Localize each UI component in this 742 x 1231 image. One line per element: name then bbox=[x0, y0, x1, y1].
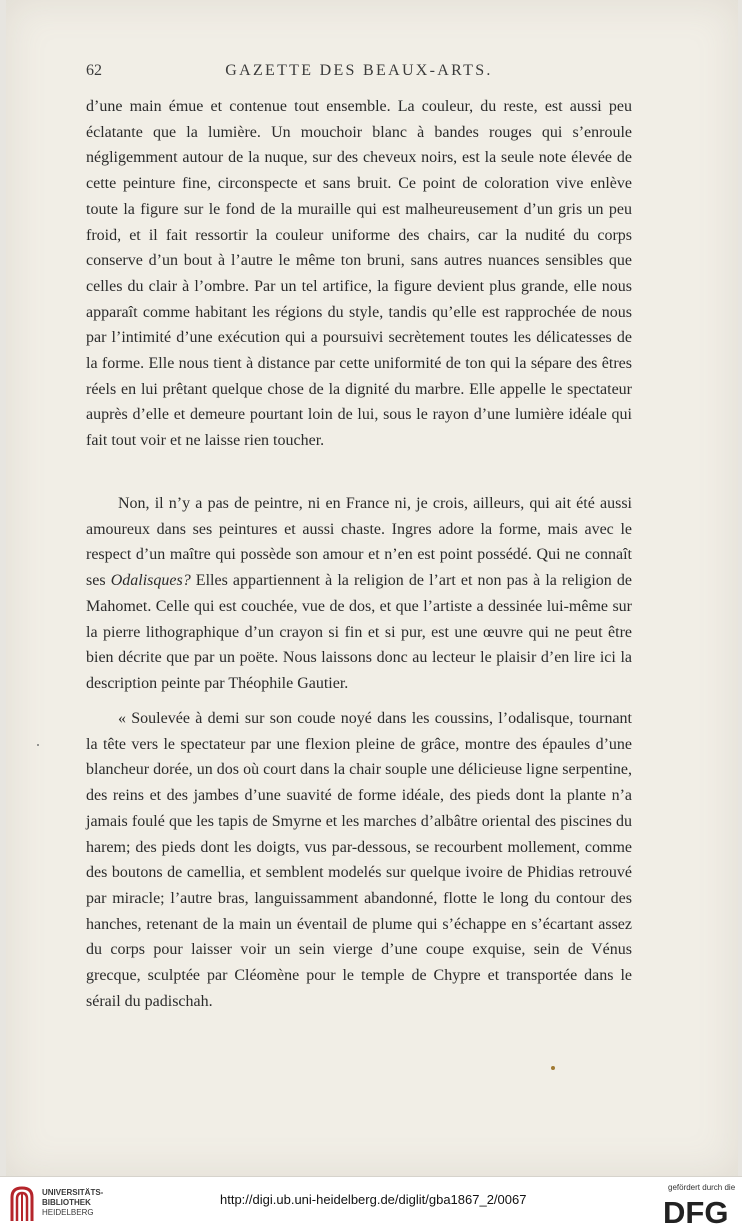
journal-title: GAZETTE DES BEAUX-ARTS. bbox=[225, 62, 493, 79]
library-name bbox=[42, 1188, 103, 1218]
heidelberg-library-logo-icon bbox=[8, 1185, 36, 1223]
dfg-logo-icon bbox=[663, 1196, 735, 1226]
dfg-logo-text: DFG bbox=[663, 1196, 729, 1226]
digitization-footer bbox=[0, 1176, 742, 1231]
library-name-line-3: HEIDELBERG bbox=[42, 1208, 94, 1217]
library-name-line-1: UNIVERSITÄTS- bbox=[42, 1188, 104, 1197]
page-number: 62 bbox=[86, 62, 102, 79]
source-url-link[interactable]: http://digi.ub.uni-heidelberg.de/diglit/gba1867_2/0067 bbox=[220, 1192, 527, 1207]
ink-speck bbox=[37, 744, 39, 746]
sponsor-note: gefördert durch die bbox=[668, 1183, 736, 1192]
paragraph-2-text-a: Non, il n’y a pas de peintre, ni en France ni, je crois, ailleurs, qui ait été aussi amoureux dans ses peintures et aussi chaste. Ingres adore la forme, mais avec le respect d’un maître qui possède son amour et n’en est point possédé. Qui ne connaît ses bbox=[86, 495, 632, 590]
running-head bbox=[86, 62, 632, 88]
library-name-line-2: BIBLIOTHEK bbox=[42, 1198, 91, 1207]
ink-speck bbox=[551, 1066, 555, 1070]
paragraph-1: d’une main émue et contenue tout ensemble. La couleur, du reste, est aussi peu éclatante que la lumière. Un mouchoir blanc à bandes rouges qui s’enroule négligemment autour de la nuque, sur des cheveux noirs, est la seule note élevée de cette peinture fine, circonspecte et sans bruit. Ce point de coloration vive enlève toute la figure sur le fond de la muraille qui est malheureusement d’un gris un peu froid, et il fait ressortir la couleur uniforme des chairs, car la nudité du corps conserve d’un bout à l’autre le même ton bruni, sans autres nuances sensibles que celles du clair à l’ombre. Par un tel artifice, la figure devient plus grande, elle nous apparaît comme habitant les régions du style, tandis qu’elle est rapprochée de nous par l’intimité d’une exécution qui a poursuivi secrètement toutes les délicatesses de la forme. Elle nous tient à distance par cette uniformité de ton qui la sépare des êtres réels en lui prêtant quelque chose de la dignité du marbre. Elle appelle le spectateur auprès d’elle et demeure pourtant loin de lui, sous le rayon d’une lumière idéale qui fait tout voir et ne laisse rien toucher. bbox=[86, 98, 632, 450]
scanned-page bbox=[6, 0, 738, 1176]
paragraph-3-quotation: « Soulevée à demi sur son coude noyé dans les coussins, l’odalisque, tournant la tête vers le spectateur par une flexion pleine de grâce, montre des épaules d’une blancheur dorée, un dos où court dans la chair souple une délicieuse ligne serpentine, des reins et des jambes d’une suavité de forme idéale, des pieds dont la plante n’a jamais foulé que les tapis de Smyrne et les marches d’albâtre oriental des piscines du harem; des pieds dont les doigts, vus par-dessous, se recourbent mollement, comme des boutons de camellia, et semblent modelés sur quelque ivoire de Phidias retrouvé par miracle; l’autre bras, languissamment abandonné, flotte le long du contour des hanches, retenant de la main un éventail de plume qui s’échappe en s’écartant assez du corps pour laisser voir un sein vierge d’une coupe exquise, sein de Vénus grecque, sculptée par Cléomène pour le temple de Chypre et transportée dans le sérail du padischah. bbox=[86, 710, 632, 1010]
odalisques-title: Odalisques? bbox=[110, 572, 191, 590]
paragraph-2-text-b: Elles appartiennent à la religion de l’art et non pas à la religion de Mahomet. Celle qui est couchée, vue de dos, et que l’artiste a dessinée lui-même sur la pierre lithographique d’un crayon si fin et si pur, est une œuvre qui ne peut être bien décrite que par un poëte. Nous laissons donc au lecteur le plaisir d’en lire ici la description peinte par Théophile Gautier. bbox=[86, 572, 632, 692]
paragraph-2 bbox=[86, 491, 632, 697]
